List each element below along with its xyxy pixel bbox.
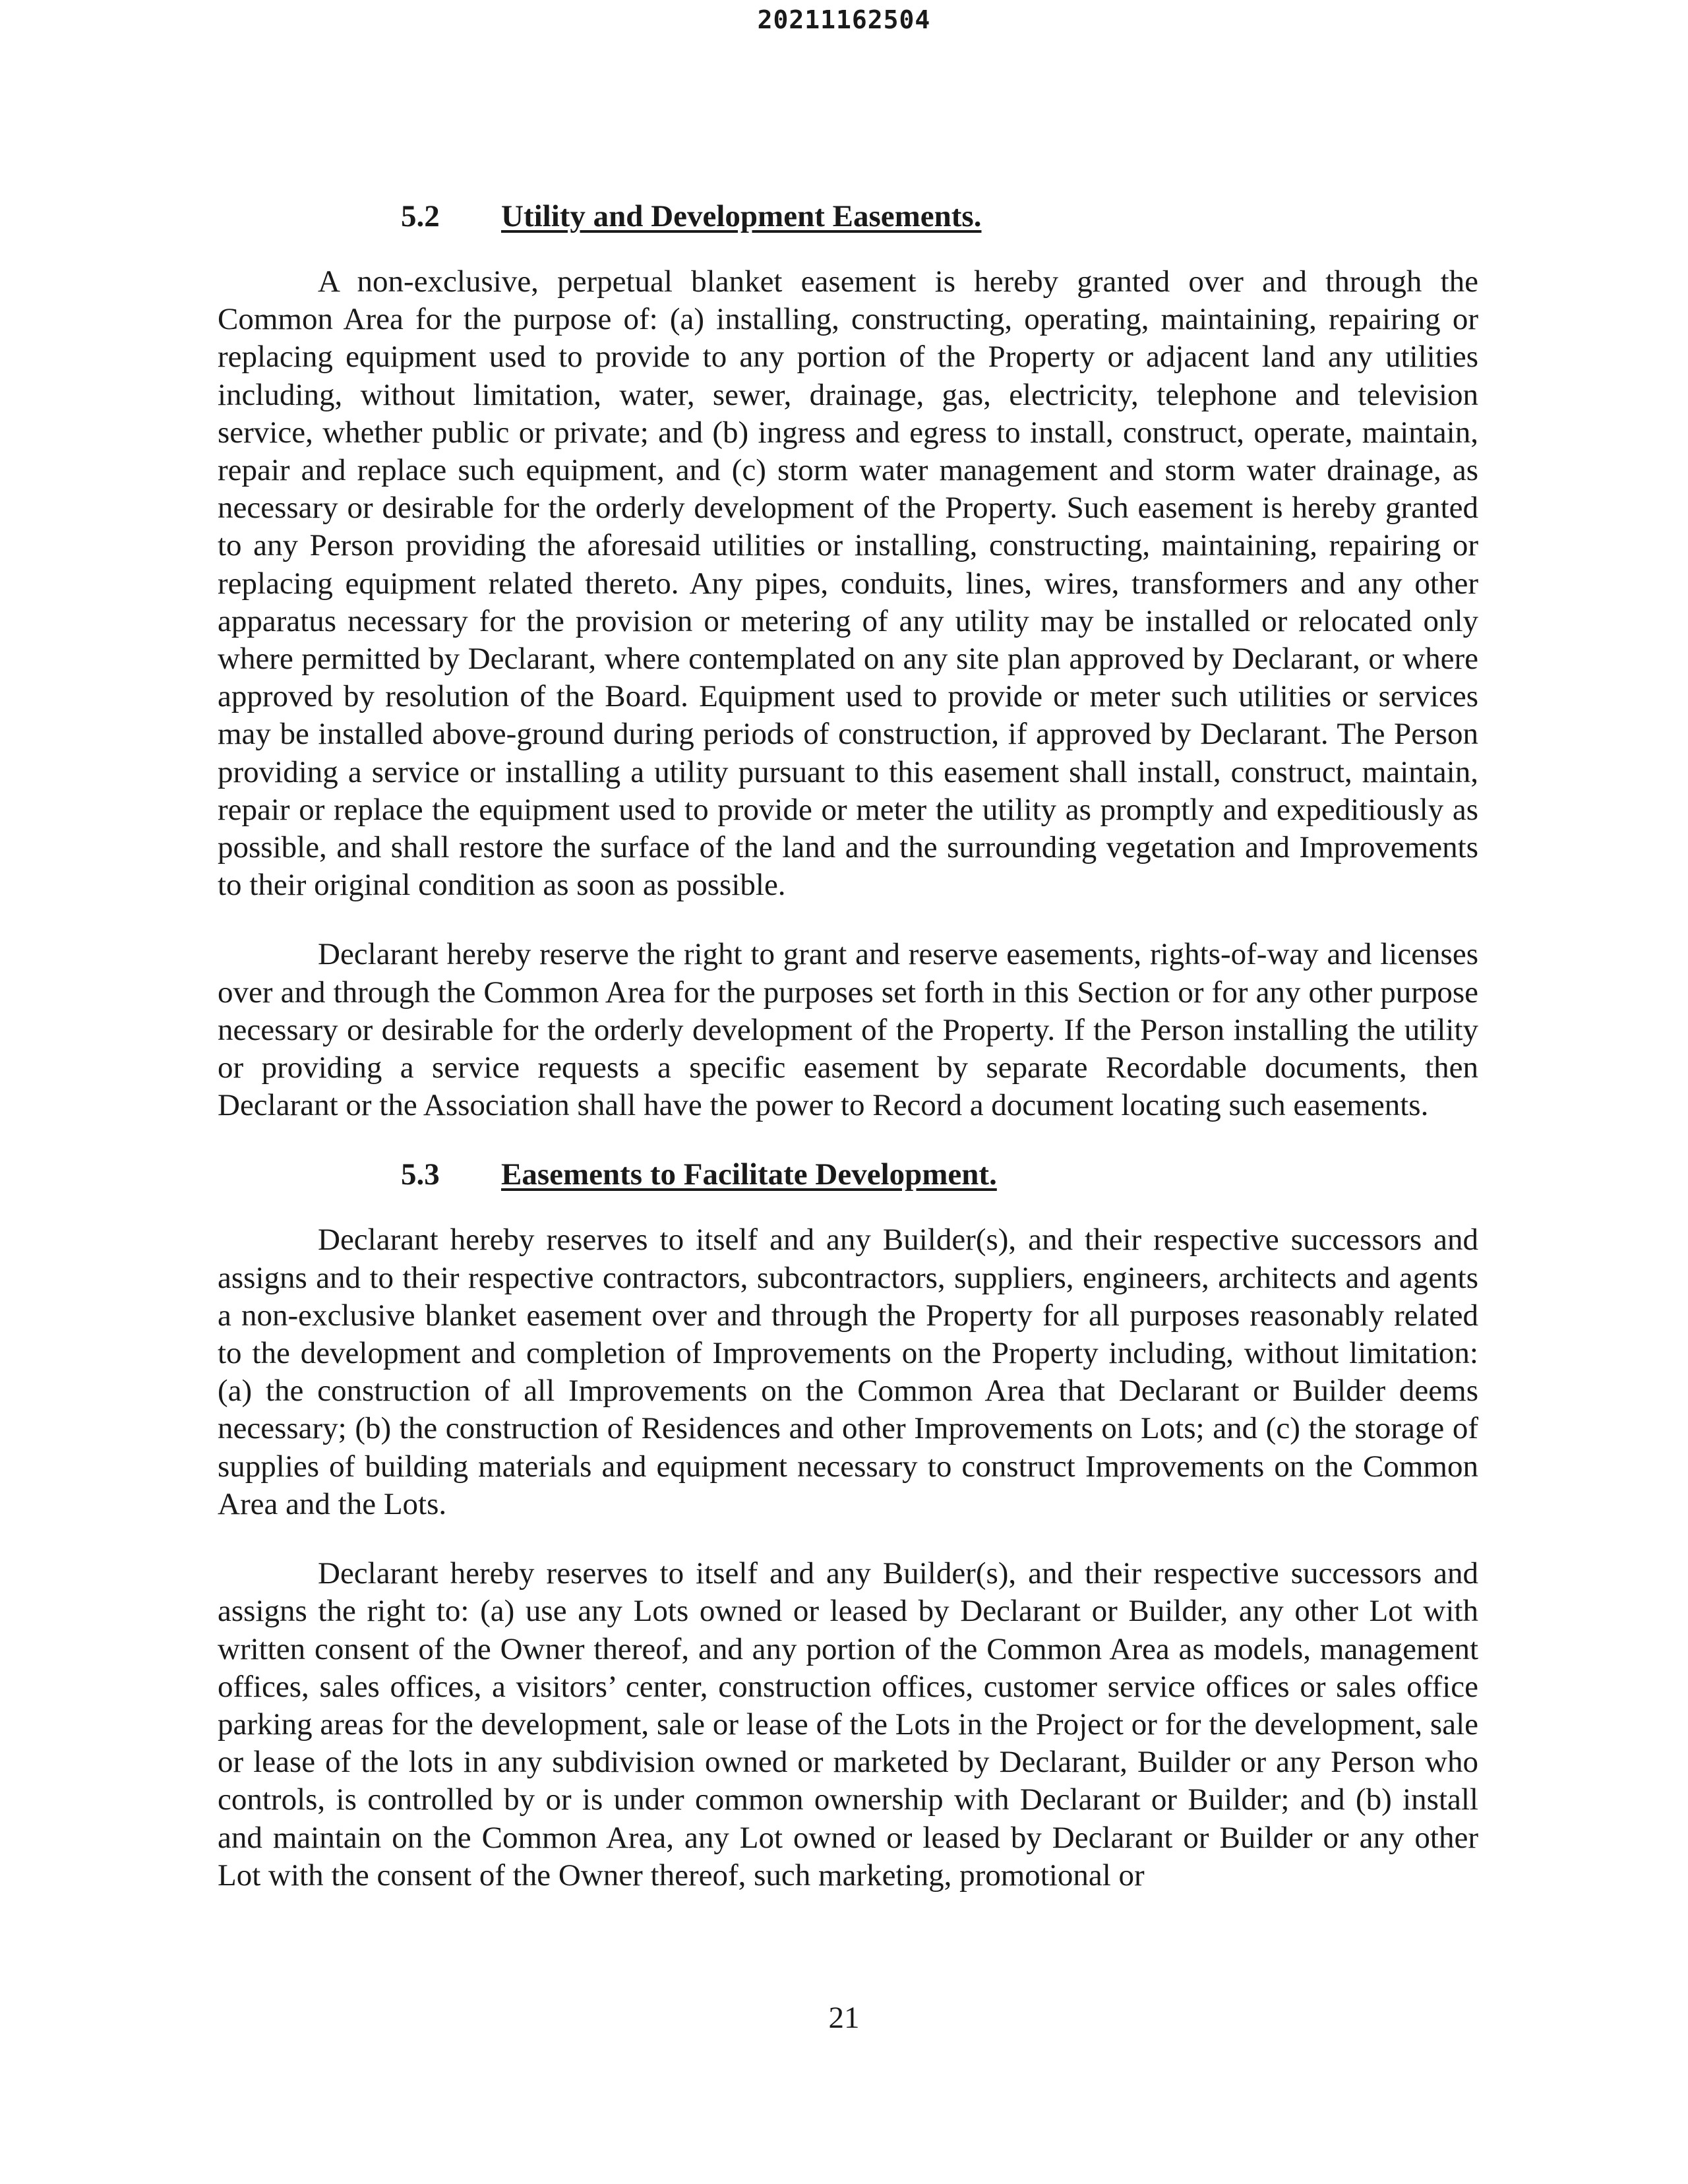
section-title: Utility and Development Easements.	[501, 199, 982, 233]
paragraph: A non-exclusive, perpetual blanket easement is hereby granted over and through the Common Area for the purpose of: (a) installing, constructing, operating, maintaining, repairing or replacing equipment used to provide to any portion of the Property or adjacent land any utilities including, without limitation, water, sewer, drainage, gas, electricity, telephone and television service, whether public or private; and (b) ingress and egress to install, construct, operate, maintain, repair and replace such equipment, and (c) storm water management and storm water drainage, as necessary or desirable for the orderly development of the Property. Such easement is hereby granted to any Person providing the aforesaid utilities or installing, constructing, maintaining, repairing or replacing equipment related thereto. Any pipes, conduits, lines, wires, transformers and any other apparatus necessary for the provision or metering of any utility may be installed or relocated only where permitted by Declarant, where contemplated on any site plan approved by Declarant, or where approved by resolution of the Board. Equipment used to provide or meter such utilities or services may be installed above-ground during periods of construction, if approved by Declarant. The Person providing a service or installing a utility pursuant to this easement shall install, construct, maintain, repair or replace the equipment used to provide or meter the utility as promptly and expeditiously as possible, and shall restore the surface of the land and the surrounding vegetation and Improvements to their original condition as soon as possible.	[218, 264, 1478, 903]
section-title: Easements to Facilitate Development.	[501, 1157, 997, 1192]
section-number: 5.2	[401, 199, 440, 233]
page-number: 21	[828, 2001, 860, 2035]
paragraph: Declarant hereby reserve the right to grant and reserve easements, rights-of-way and licenses over and through the Common Area for the purposes set forth in this Section or for any other purpose necessary or desirable for the orderly development of the Property. If the Person installing the utility or providing a service requests a specific easement by separate Recordable documents, then Declarant or the Association shall have the power to Record a document locating such easements.	[218, 937, 1478, 1123]
paragraph: Declarant hereby reserves to itself and any Builder(s), and their respective successors and assigns the right to: (a) use any Lots owned or leased by Declarant or Builder, any other Lot with written consent of the Owner thereof, and any portion of the Common Area as models, management offices, sales offices, a visitors’ center, construction offices, customer service offices or sales office parking areas for the development, sale or lease of the Lots in the Project or for the development, sale or lease of the lots in any subdivision owned or marketed by Declarant, Builder or any Person who controls, is controlled by or is under common ownership with Declarant or Builder; and (b) install and maintain on the Common Area, any Lot owned or leased by Declarant or Builder or any other Lot with the consent of the Owner thereof, such marketing, promotional or	[218, 1556, 1478, 1893]
section-number: 5.3	[401, 1157, 440, 1192]
document-body	[218, 198, 1478, 1895]
paragraph: Declarant hereby reserves to itself and any Builder(s), and their respective successors and assigns and to their respective contractors, subcontractors, suppliers, engineers, architects and agents a non-exclusive blanket easement over and through the Property for all purposes reasonably related to the development and completion of Improvements on the Property including, without limitation: (a) the construction of all Improvements on the Common Area that Declarant or Builder deems necessary; (b) the construction of Residences and other Improvements on Lots; and (c) the storage of supplies of building materials and equipment necessary to construct Improvements on the Common Area and the Lots.	[218, 1223, 1478, 1521]
section-heading	[218, 198, 1478, 235]
document-number: 20211162504	[757, 5, 931, 34]
section-heading	[218, 1156, 1478, 1194]
